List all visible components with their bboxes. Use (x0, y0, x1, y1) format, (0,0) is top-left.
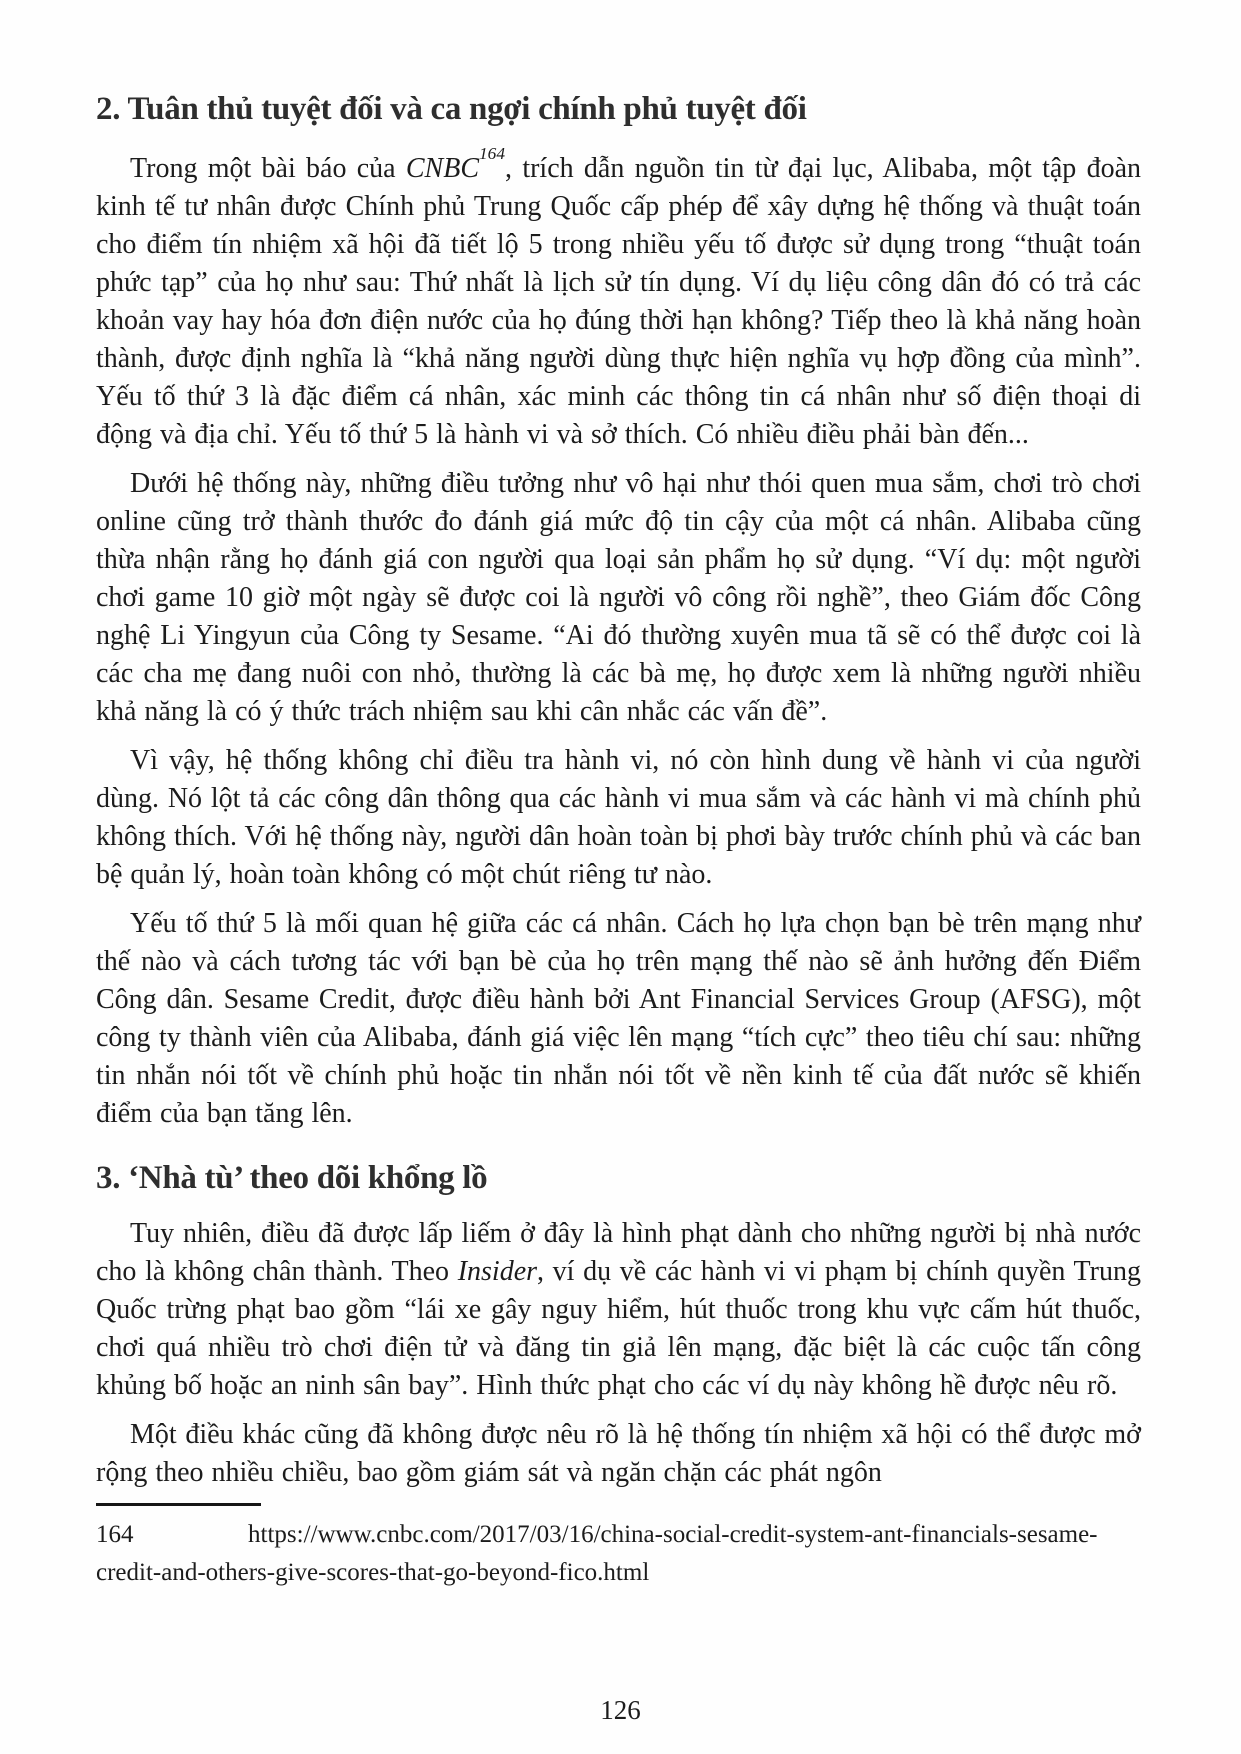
page-number: 126 (600, 1695, 641, 1725)
footnote-block (96, 1503, 1141, 1592)
cnbc-source-name: CNBC (405, 153, 479, 184)
paragraph-1-lead: Trong một bài báo của (130, 153, 406, 184)
footnote-number: 164 (96, 1521, 134, 1548)
insider-source-name: Insider (457, 1256, 538, 1287)
footnote-separator-rule (96, 1503, 261, 1506)
paragraph-1-rest: , trích dẫn nguồn tin từ đại lục, Alibaba, một tập đoàn kinh tế tư nhân được Chính phủ Trung Quốc cấp phép để xây dựng hệ thống và thuật toán cho điểm tín nhiệm xã hội đã tiết lộ 5 trong nhiều yếu tố được sử dụng trong “thuật toán phức tạp” của họ như sau: Thứ nhất là lịch sử tín dụng. Ví dụ liệu công dân đó có trả các khoản vay hay hóa đơn điện nước của họ đúng thời hạn không? Tiếp theo là khả năng hoàn thành, được định nghĩa là “khả năng người dùng thực hiện nghĩa vụ hợp đồng của mình”. Yếu tố thứ 3 là đặc điểm cá nhân, xác minh các thông tin cá nhân như số điện thoại di động và địa chỉ. Yếu tố thứ 5 là hành vi và sở thích. Có nhiều điều phải bàn đến... (96, 153, 1141, 450)
paragraph-3: Vì vậy, hệ thống không chỉ điều tra hành vi, nó còn hình dung về hành vi của người dùng. Nó lột tả các công dân thông qua các hành vi mua sắm và các hành vi mà chính phủ không thích. Với hệ thống này, người dân hoàn toàn bị phơi bày trước chính phủ và các ban bệ quản lý, hoàn toàn không có một chút riêng tư nào. (96, 745, 1141, 890)
section-heading-2: 2. Tuân thủ tuyệt đối và ca ngợi chính phủ tuyệt đối (96, 91, 807, 127)
paragraph-5-lead: Tuy nhiên, điều đã được lấp liếm ở đây là hình phạt dành cho những người bị nhà nước cho là không chân thành. Theo (96, 1218, 1141, 1287)
paragraph-1 (96, 143, 1141, 454)
page-content (96, 88, 1141, 1592)
paragraph-5 (96, 1215, 1141, 1405)
footnote-164 (96, 1516, 1141, 1592)
paragraph-5-rest: , ví dụ về các hành vi vi phạm bị chính quyền Trung Quốc trừng phạt bao gồm “lái xe gây nguy hiểm, hút thuốc trong khu vực cấm hút thuốc, chơi quá nhiều trò chơi điện tử và đăng tin giả lên mạng, đặc biệt là các cuộc tấn công khủng bố hoặc an ninh sân bay”. Hình thức phạt cho các ví dụ này không hề được nêu rõ. (96, 1256, 1141, 1401)
paragraph-6: Một điều khác cũng đã không được nêu rõ là hệ thống tín nhiệm xã hội có thể được mở rộng theo nhiều chiều, bao gồm giám sát và ngăn chặn các phát ngôn (96, 1419, 1141, 1488)
section-heading-3: 3. ‘Nhà tù’ theo dõi khổng lồ (96, 1160, 488, 1196)
paragraph-4: Yếu tố thứ 5 là mối quan hệ giữa các cá nhân. Cách họ lựa chọn bạn bè trên mạng như thế nào và cách tương tác với bạn bè của họ trên mạng thế nào sẽ ảnh hưởng đến Điểm Công dân. Sesame Credit, được điều hành bởi Ant Financial Services Group (AFSG), một công ty thành viên của Alibaba, đánh giá việc lên mạng “tích cực” theo tiêu chí sau: những tin nhắn nói tốt về chính phủ hoặc tin nhắn nói tốt về nền kinh tế của đất nước sẽ khiến điểm của bạn tăng lên. (96, 908, 1141, 1129)
footnote-reference-marker: 164 (479, 143, 506, 163)
paragraph-2: Dưới hệ thống này, những điều tưởng như vô hại như thói quen mua sắm, chơi trò chơi online cũng trở thành thước đo đánh giá mức độ tin cậy của một cá nhân. Alibaba cũng thừa nhận rằng họ đánh giá con người qua loại sản phẩm họ sử dụng. “Ví dụ: một người chơi game 10 giờ một ngày sẽ được coi là người vô công rồi nghề”, theo Giám đốc Công nghệ Li Yingyun của Công ty Sesame. “Ai đó thường xuyên mua tã sẽ có thể được coi là các cha mẹ đang nuôi con nhỏ, thường là các bà mẹ, họ được xem là những người nhiều khả năng là có ý thức trách nhiệm sau khi cân nhắc các vấn đề”. (96, 468, 1141, 727)
footnote-url: https://www.cnbc.com/2017/03/16/china-social-credit-system-ant-financials-sesame-credit-and-others-give-scores-that-go-beyond-fico.html (96, 1521, 1098, 1586)
